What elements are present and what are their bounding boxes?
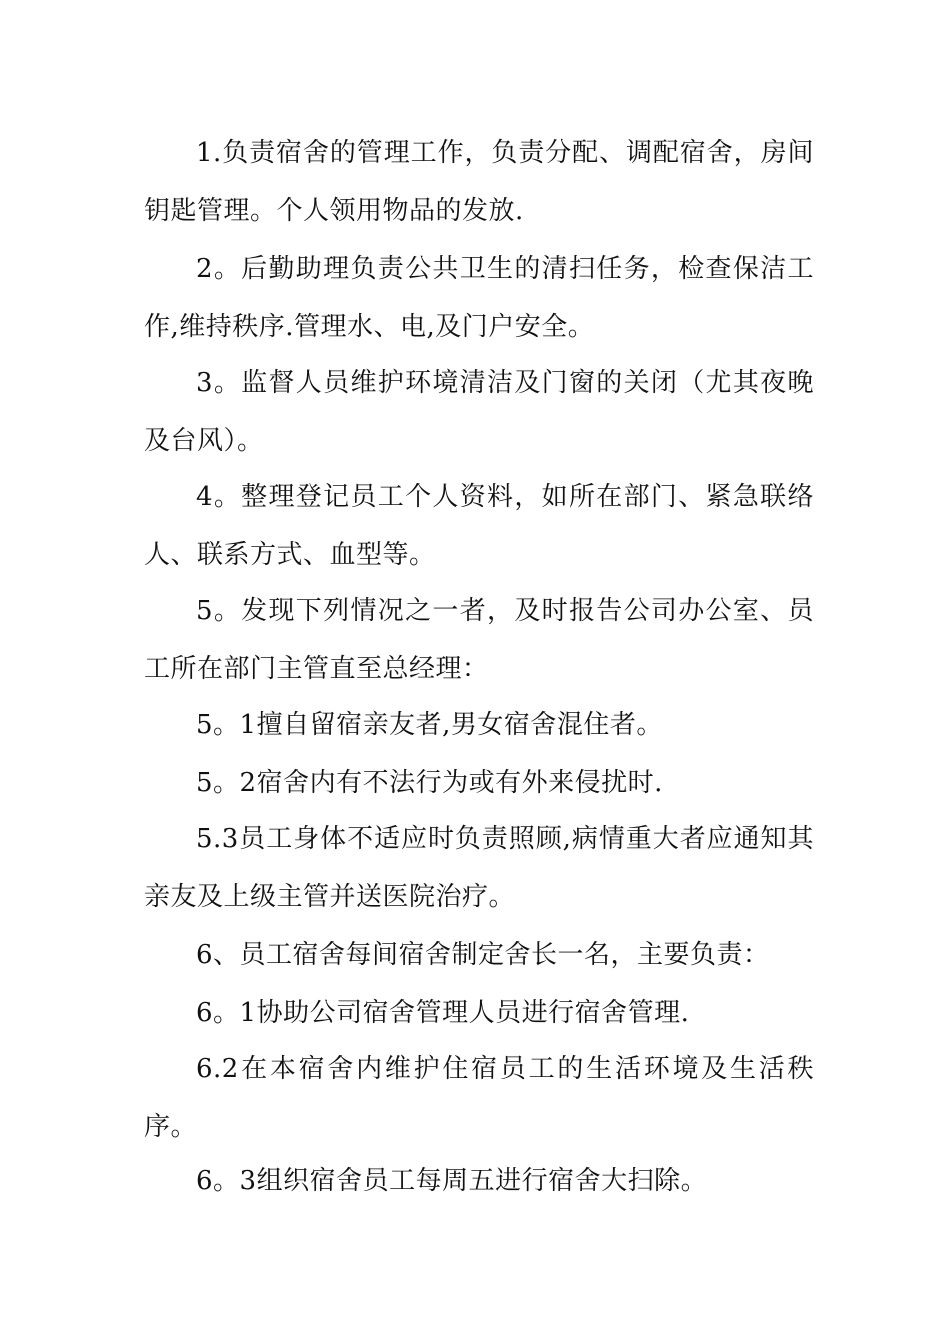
paragraph-2: 2。后勤助理负责公共卫生的清扫任务，检查保洁工作,维持秩序.管理水、电,及门户安全。 <box>144 254 814 342</box>
paragraph-6-3: 6。3组织宿舍员工每周五进行宿舍大扫除。 <box>196 1166 708 1196</box>
paragraph-5-2: 5。2宿舍内有不法行为或有外来侵扰时. <box>196 768 663 798</box>
paragraph-6: 6、员工宿舍每间宿舍制定舍长一名，主要负责： <box>196 940 770 970</box>
paragraph-5-1: 5。1擅自留宿亲友者,男女宿舍混住者。 <box>196 710 663 740</box>
paragraph-6-2: 6.2在本宿舍内维护住宿员工的生活环境及生活秩序。 <box>144 1054 814 1142</box>
paragraph-4: 4。整理登记员工个人资料，如所在部门、紧急联络人、联系方式、血型等。 <box>144 482 814 570</box>
paragraph-1: 1.负责宿舍的管理工作，负责分配、调配宿舍，房间钥匙管理。个人领用物品的发放. <box>144 138 814 226</box>
paragraph-6-1: 6。1协助公司宿舍管理人员进行宿舍管理. <box>196 998 690 1028</box>
paragraph-5-3: 5.3员工身体不适应时负责照顾,病情重大者应通知其亲友及上级主管并送医院治疗。 <box>144 824 814 912</box>
paragraph-5: 5。发现下列情况之一者，及时报告公司办公室、员工所在部门主管直至总经理： <box>144 596 814 684</box>
paragraph-3: 3。监督人员维护环境清洁及门窗的关闭（尤其夜晚及台风）。 <box>144 368 814 456</box>
